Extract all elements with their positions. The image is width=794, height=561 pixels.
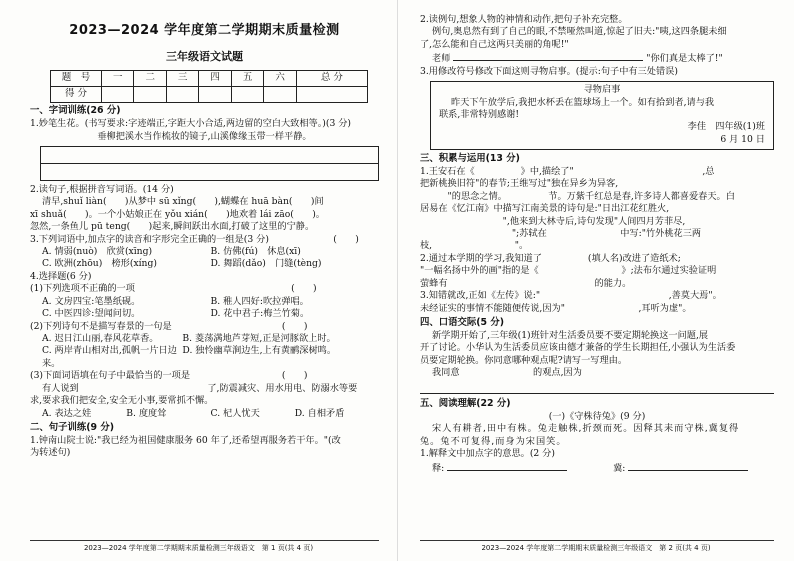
question-line: 枝, "。	[420, 240, 529, 252]
option[interactable]: B. 菱荡满地芦芽短,正是河豚欲上时。	[182, 332, 336, 344]
option[interactable]: C. 杞人忧天	[210, 407, 260, 419]
score-cell: 六	[264, 71, 296, 87]
reading-passage: 兔。兔不可复得,而身为宋国笑。	[420, 435, 567, 447]
notice-title: 寻物启事	[583, 84, 621, 96]
score-input-cell[interactable]	[231, 87, 263, 103]
option[interactable]: D. 舞蹈(dǎo) 门缝(tèng)	[210, 258, 322, 270]
question-line: 员要定期轮换。你同意哪种观点呢?请写一写理由。	[420, 354, 628, 366]
section-heading: 四、口语交际(5 分)	[420, 316, 504, 328]
options-row	[30, 246, 379, 258]
question-line: xī shuǎ( )。一个小姑娘正在 yǒu xián( )地欢着 lái zāo( )。	[30, 208, 325, 220]
options-row	[30, 333, 379, 345]
option[interactable]: A. 迟日江山丽,春风花草香。	[42, 332, 159, 344]
question-line: 未经证实的事情不能随便传说,因为" ,耳听为虚"。	[420, 302, 692, 314]
footer-rule	[30, 540, 379, 541]
option[interactable]: A. 表达之娃	[42, 407, 92, 419]
score-cell: 总 分	[296, 71, 367, 87]
options-row	[30, 345, 379, 370]
score-cell: 四	[199, 71, 231, 87]
answer-line[interactable]	[420, 379, 774, 394]
question-text: 2.读句子,根据拼音写词语。(14 分)	[30, 183, 174, 195]
question-line: 萤蜂有 的能力。	[420, 277, 632, 289]
section-heading: 三、积累与运用(13 分)	[420, 153, 520, 165]
sub-question: (1)下列选项不正确的一项 ( )	[30, 283, 317, 295]
section-heading: 一、字词训练(26 分)	[30, 105, 121, 117]
score-input-cell[interactable]	[264, 87, 296, 103]
options-row	[30, 308, 379, 320]
question-line: ";苏轼在 中写:"竹外桃花三两	[420, 228, 702, 240]
answer-blank[interactable]	[453, 51, 643, 61]
options-row	[30, 408, 379, 420]
question-line: 新学期开始了,三年级(1)班针对生活委员要不要定期轮换这一问题,展	[432, 329, 709, 341]
question-text: 1.解释文中加点字的意思。(2 分)	[420, 448, 555, 460]
notice-signature: 李佳 四年级(1)班	[687, 121, 765, 133]
question-text: 2.读例句,想象人物的神情和动作,把句子补充完整。	[420, 14, 628, 25]
score-cell: 题 号	[51, 71, 102, 87]
option[interactable]: A. 情弱(nuò) 欣赏(xīng)	[42, 246, 153, 258]
page-right	[397, 0, 794, 561]
section-heading: 二、句子训练(9 分)	[30, 421, 114, 433]
footer-rule	[420, 540, 774, 541]
score-cell: 一	[102, 71, 134, 87]
question-text: 为转述句)	[30, 447, 71, 459]
option[interactable]: C. 欧洲(zhōu) 榜形(xíng)	[42, 258, 157, 270]
option[interactable]: C. 两岸青山相对出,孤帆一片日边来。	[42, 345, 177, 369]
question-text: 1.妙笔生花。(书写要求:字迹端正,字距大小合适,两边留的空白大致相等。)(3 分)	[30, 118, 352, 130]
teacher-quote: "你们真是太棒了!"	[646, 53, 723, 65]
sub-question: (3)下面词语填在句子中最恰当的一项是 ( )	[30, 370, 308, 382]
question-line: "一幅名扬中外的画"指的是《 》;法布尔通过实验证明	[420, 265, 717, 277]
question-line: 1.王安石在《 》中,描绘了" ,总	[420, 165, 715, 177]
notice-body: 联系,非常特别感谢!	[439, 108, 520, 120]
score-input-cell[interactable]	[134, 87, 166, 103]
page-footer: 2023—2024 学年度第二学期期末质量检测三年级语文 第 1 页(共 4 页)	[83, 543, 314, 552]
option[interactable]: C. 中医四诊:望闻问切。	[42, 308, 141, 320]
question-text: 3.下列词语中,加点字的读音和字形完全正确的一组是(3 分) ( )	[30, 233, 359, 245]
writing-line[interactable]	[41, 147, 378, 164]
option[interactable]: B. 稚人四好:吹拉弹唱。	[210, 295, 309, 307]
writing-line[interactable]	[41, 164, 378, 180]
score-input-cell[interactable]	[102, 87, 134, 103]
writing-box[interactable]	[40, 146, 379, 181]
option[interactable]: D. 独怜幽草涧边生,上有黄鹂深树鸣。	[182, 345, 337, 357]
question-line: 把新桃换旧符"的春节;王维写过"独在异乡为异客,	[420, 178, 711, 190]
score-cell: 五	[231, 71, 263, 87]
question-text: 3.用修改符号修改下面这则寻物启事。(提示:句子中有三处错误)	[420, 65, 678, 77]
score-cell: 三	[166, 71, 198, 87]
score-input-cell[interactable]	[166, 87, 198, 103]
exam-title: 2023—2024 学年度第二学期期末质量检测	[69, 23, 340, 38]
options-row	[30, 258, 379, 270]
question-line: 了,怎么能和自己这两只美丽的角呢!"	[420, 38, 569, 50]
reading-passage: 宋人有耕者,田中有株。兔走触株,折颈而死。因释其耒而守株,冀复得	[432, 423, 740, 435]
option[interactable]: D. 花中君子:梅兰竹菊。	[210, 308, 310, 320]
score-cell: 二	[134, 71, 166, 87]
question-text: 1.钟南山院士说:"我已经为祖国健康服务 60 年了,还希望再服务若干年。"(改	[30, 434, 341, 446]
score-input-cell[interactable]	[199, 87, 231, 103]
notice-date: 6 月 10 日	[720, 133, 765, 145]
score-table	[50, 70, 368, 103]
option[interactable]: A. 文房四宝:笔墨纸砚。	[42, 295, 141, 307]
question-line: 2.通过本学期的学习,我知道了 (填人名)改进了造纸术;	[420, 252, 681, 264]
section-heading: 五、阅读理解(22 分)	[420, 398, 511, 410]
score-cell: 得 分	[51, 87, 102, 103]
option[interactable]: B. 度度耸	[126, 407, 167, 419]
question-line: 清早,shuǐ liàn( )从梦中 sū xǐng( ),蝴蝶在 huā bàn( )间	[42, 196, 324, 208]
question-line: 我同意 的观点,因为	[432, 366, 739, 378]
option[interactable]: D. 自相矛盾	[294, 407, 345, 419]
question-line: 忽然,一条鱼儿 pū teng( )起来,瞬间跃出水面,打破了这里的宁静。	[30, 221, 315, 233]
answer-blank[interactable]	[447, 461, 567, 471]
options-row	[30, 296, 379, 308]
question-line: 例句,奥息然有到了自己的眼,不禁哑然叫道,惊起了旧夫:"咦,这四条腿未细	[432, 26, 727, 38]
question-line: ",他来到大林寺后,诗句发现"人间四月芳菲尽,	[420, 215, 686, 227]
score-table-header-row	[51, 71, 368, 87]
question-line: 3.知错就改,正如《左传》说:" ,善莫大焉"。	[420, 290, 722, 302]
question-line: 居易在《忆江南》中描写江南美景的诗句是:"日出江花红胜火,	[420, 203, 670, 215]
lost-notice-box	[430, 81, 774, 150]
question-line: 开了讨论。小华认为生活委员应该由德才兼备的学生长期担任,小强认为生活委	[420, 342, 736, 354]
reading-title: (一)《守株待兔》(9 分)	[548, 411, 646, 423]
score-input-cell[interactable]	[296, 87, 367, 103]
question-text: 4.选择题(6 分)	[30, 270, 92, 282]
sub-question: (2)下列诗句不是描写春景的一句是 ( )	[30, 320, 308, 332]
score-table-score-row	[51, 87, 368, 103]
answer-blank[interactable]	[628, 461, 748, 471]
option[interactable]: B. 仿佛(fú) 休息(xī)	[210, 246, 301, 258]
question-line: 有人说到 了,防震减灾、用水用电、防溺水等要	[42, 382, 358, 394]
term-label: 冀:	[613, 462, 626, 474]
teacher-label: 老师	[432, 53, 451, 65]
notice-body: 昨天下午放学后,我把水杯丢在篮球场上一个。如有拾到者,请与我	[451, 96, 715, 108]
copy-source-text: 垂柳把溪水当作梳妆的镜子,山溪像缘玉带一样平静。	[97, 130, 312, 142]
question-line: "的思念之情。 节。万紫千红总是春,许多诗人都喜爱春天。白	[420, 190, 735, 202]
question-line: 求,要求我们把安全,安全无小事,要常抓不懈。	[30, 395, 214, 407]
question-line	[420, 51, 774, 65]
exam-subtitle: 三年级语文试题	[166, 49, 243, 63]
page-footer: 2023—2024 学年度第二学期期末质量检测三年级语文 第 2 页(共 4 页)	[481, 543, 711, 552]
question-line	[420, 461, 774, 475]
term-label: 释:	[432, 462, 445, 474]
